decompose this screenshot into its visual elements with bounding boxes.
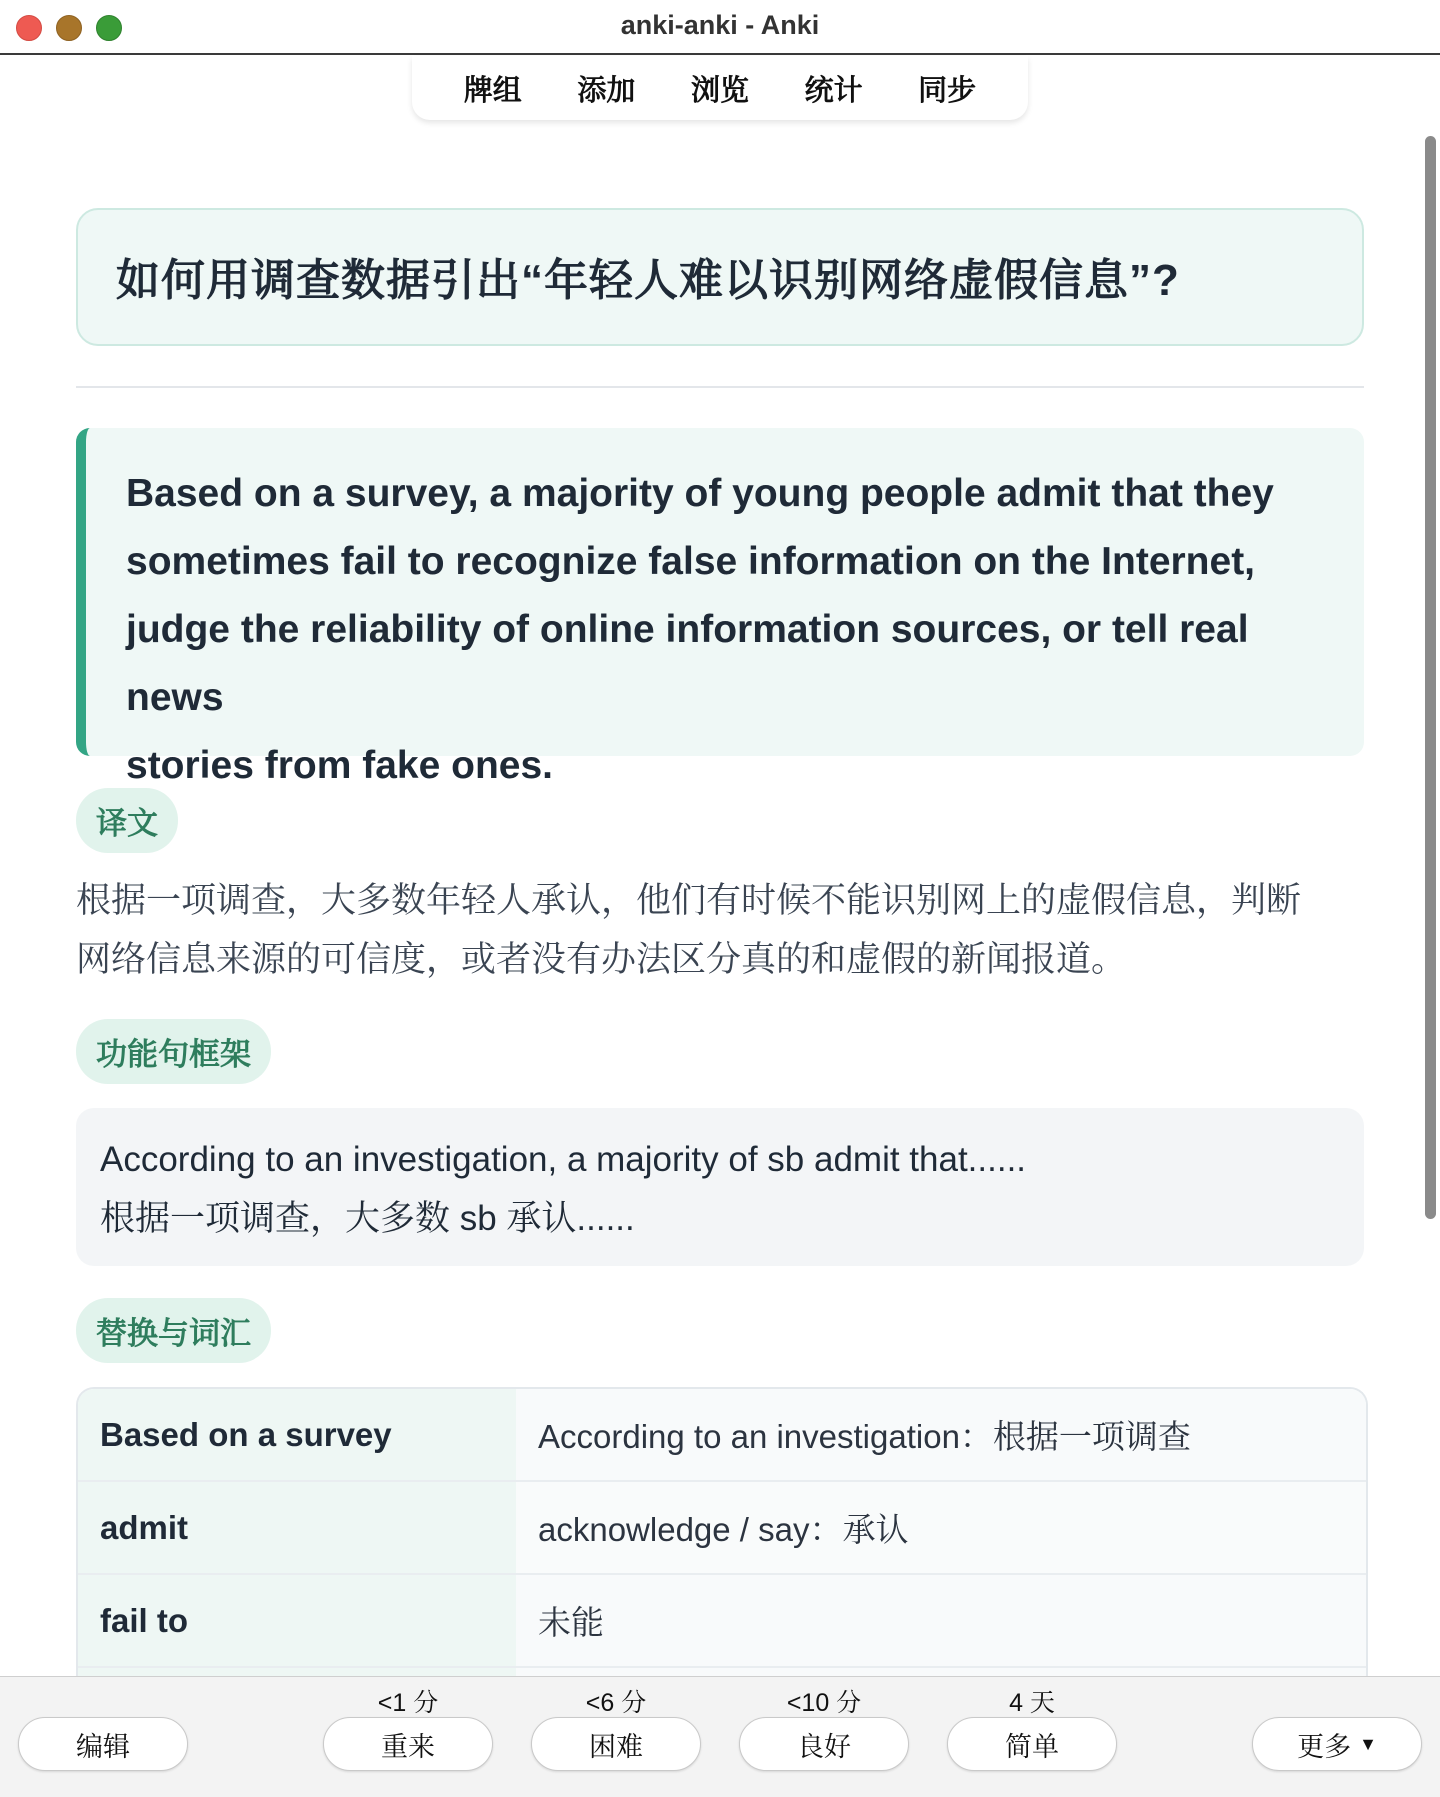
table-row xyxy=(78,1575,1366,1668)
table-row xyxy=(78,1389,1366,1482)
more-button[interactable] xyxy=(1252,1717,1422,1771)
again-interval: <1 分 xyxy=(377,1689,439,1717)
again-button[interactable] xyxy=(323,1717,493,1771)
nav-sync[interactable]: 同步 xyxy=(918,74,977,107)
good-button-label: 良好 xyxy=(797,1731,851,1762)
good-interval: <10 分 xyxy=(786,1689,862,1717)
quote-line: judge the reliability of online information sources, or tell real news xyxy=(126,608,1249,719)
hard-interval: <6 分 xyxy=(585,1689,647,1717)
framework-box xyxy=(76,1108,1364,1266)
vocab-term: fail to xyxy=(78,1575,516,1666)
edit-button[interactable] xyxy=(18,1717,188,1771)
nav-browse[interactable]: 浏览 xyxy=(690,74,749,107)
question-box xyxy=(76,208,1364,346)
quote-line: Based on a survey, a majority of young people admit that they xyxy=(126,472,1274,515)
translation-tag: 译文 xyxy=(76,788,178,853)
hard-button-label: 困难 xyxy=(589,1731,643,1762)
vocab-definition: acknowledge / say：承认 xyxy=(516,1482,1366,1573)
more-button-label: 更多 xyxy=(1297,1731,1352,1762)
card-content xyxy=(76,208,1364,1761)
scrollbar-thumb[interactable] xyxy=(1425,136,1436,1219)
edit-button-label: 编辑 xyxy=(76,1731,130,1762)
window-title: anki-anki - Anki xyxy=(620,10,820,40)
vocab-definition: 未能 xyxy=(516,1575,1366,1666)
quote-line: sometimes fail to recognize false information on the Internet, xyxy=(126,540,1256,583)
answer-divider xyxy=(76,386,1364,388)
nav-add[interactable]: 添加 xyxy=(577,74,636,107)
vertical-scrollbar[interactable] xyxy=(1422,56,1440,1676)
top-toolbar xyxy=(412,56,1028,120)
question-text: 如何用调查数据引出“年轻人难以识别网络虚假信息”? xyxy=(116,256,1180,305)
translation-text xyxy=(76,871,1364,989)
answer-quote xyxy=(76,428,1364,787)
hard-button[interactable] xyxy=(531,1717,701,1771)
title-bar xyxy=(0,0,1440,55)
table-row xyxy=(78,1482,1366,1575)
vocab-term: Based on a survey xyxy=(78,1389,516,1480)
caret-down-icon: ▼ xyxy=(1359,1733,1377,1754)
nav-stats[interactable]: 统计 xyxy=(804,74,863,107)
answer-bar xyxy=(0,1676,1440,1797)
easy-button[interactable] xyxy=(947,1717,1117,1771)
translation-line: 网络信息来源的可信度，或者没有办法区分真的和虚假的新闻报道。 xyxy=(76,940,1127,979)
framework-line: 根据一项调查，大多数 sb 承认...... xyxy=(100,1199,635,1238)
framework-tag: 功能句框架 xyxy=(76,1019,271,1084)
good-button[interactable] xyxy=(739,1717,909,1771)
vocab-tag: 替换与词汇 xyxy=(76,1298,271,1363)
translation-line: 根据一项调查，大多数年轻人承认，他们有时候不能识别网上的虚假信息，判断 xyxy=(76,881,1302,920)
again-button-label: 重来 xyxy=(381,1731,435,1762)
framework-line: According to an investigation, a majority of sb admit that...... xyxy=(100,1140,1027,1179)
easy-button-label: 简单 xyxy=(1005,1731,1059,1762)
vocab-term: admit xyxy=(78,1482,516,1573)
vocab-definition: According to an investigation：根据一项调查 xyxy=(516,1389,1366,1480)
nav-decks[interactable]: 牌组 xyxy=(463,74,522,107)
easy-interval: 4 天 xyxy=(1009,1689,1055,1717)
quote-line: stories from fake ones. xyxy=(126,744,553,787)
